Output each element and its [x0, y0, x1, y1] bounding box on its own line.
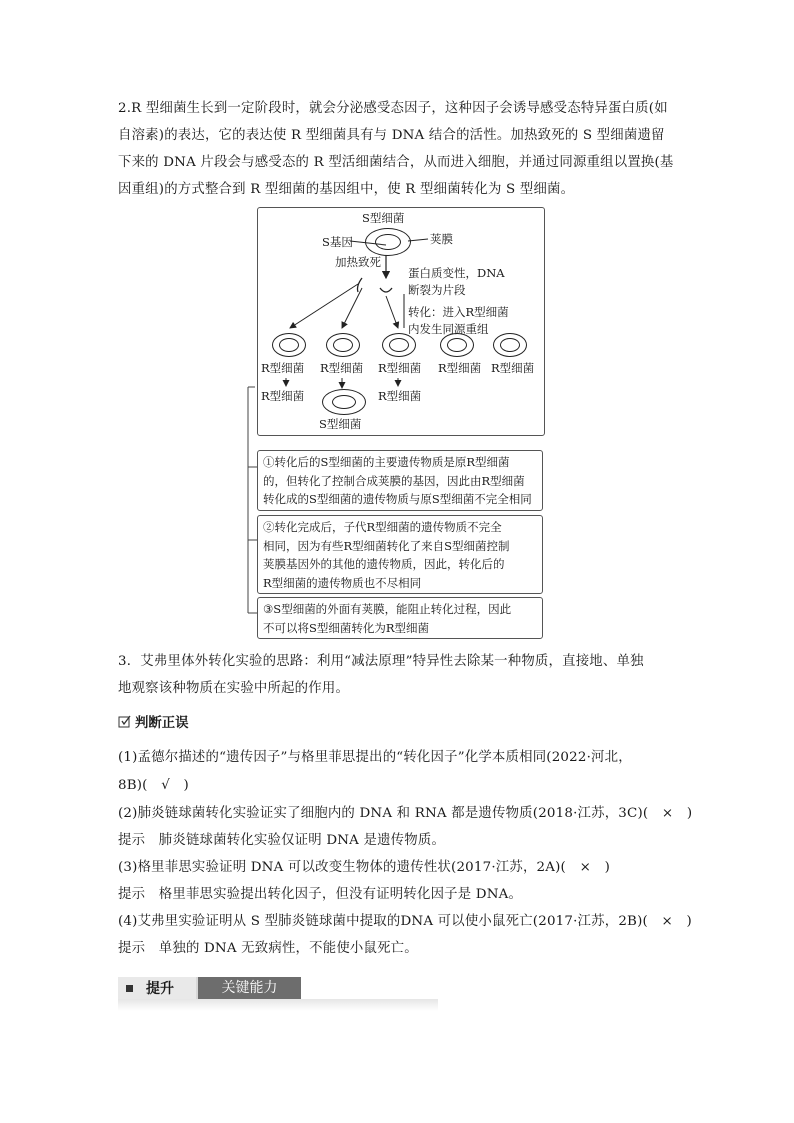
note-box-1 [257, 450, 543, 511]
r-cell-3-label: R型细菌 [378, 361, 422, 375]
section-label-primary: 提升 [146, 981, 174, 997]
transformation-diagram [257, 207, 545, 436]
item-1-line-1: (1)孟德尔描述的“遗传因子”与格里菲思提出的“转化因子”化学本质相同(2022·河北， [118, 750, 632, 765]
section-bar-shadow [118, 999, 438, 1011]
note-line: 转化成的S型细菌的遗传物质与原S型细菌不完全相同 [263, 492, 532, 506]
r-cell-1-inner [279, 338, 299, 352]
note-box-3 [257, 597, 543, 639]
note-line: 的，但转化了控制合成荚膜的基因，因此由R型细菌 [263, 473, 525, 488]
note-line: 相同，因为有些R型细菌转化了来自S型细菌控制 [263, 538, 510, 553]
r-cell-1-label: R型细菌 [261, 361, 305, 375]
s-cell-top-label: S型细菌 [362, 211, 405, 225]
r-cell-2-label: R型细菌 [320, 361, 364, 375]
note-line: ①转化后的S型细菌的主要遗传物质是原R型细菌 [263, 455, 510, 469]
r-cell-5-inner [500, 338, 520, 352]
s-gene-label: S基因 [322, 235, 353, 249]
item-2-hint: 提示 肺炎链球菌转化实验仅证明 DNA 是遗传物质。 [118, 833, 446, 848]
text-line: 自溶素)的表达，它的表达使 R 型细菌具有与 DNA 结合的活性。加热致死的 S 型细菌遗留 [118, 128, 665, 143]
item-3-hint: 提示 格里菲思实验提出转化因子，但没有证明转化因子是 DNA。 [118, 887, 523, 902]
r-offspring-label-2: R型细菌 [378, 389, 422, 403]
r-cell-3-inner [389, 338, 409, 352]
text-line: 2.R 型细菌生长到一定阶段时，就会分泌感受态因子，这种因子会诱导感受态特异蛋白质(如 [118, 101, 668, 116]
item-1-line-2: 8B)( √ ) [118, 778, 189, 793]
denature-label-1: 蛋白质变性，DNA [408, 266, 505, 280]
note-line: ③S型细菌的外面有荚膜，能阻止转化过程，因此 [263, 602, 512, 616]
r-offspring-label-1: R型细菌 [261, 389, 305, 403]
square-bullet-icon [126, 985, 133, 992]
note-box-2 [257, 515, 543, 594]
item-2: (2)肺炎链球菌转化实验证实了细胞内的 DNA 和 RNA 都是遗传物质(2018·江苏，3C)( × ) [118, 806, 693, 821]
text-line: 地观察该种物质在实验中所起的作用。 [118, 681, 350, 696]
note-line: R型细菌的遗传物质也不尽相同 [263, 575, 422, 590]
note-line: 不可以将S型细菌转化为R型细菌 [263, 620, 430, 635]
note-line: ②转化完成后，子代R型细菌的遗传物质不完全 [263, 520, 502, 534]
capsule-label: 荚膜 [430, 232, 453, 246]
s-offspring-label: S型细菌 [319, 417, 362, 431]
r-cell-5-label: R型细菌 [491, 361, 535, 375]
text-line: 因重组)的方式整合到 R 型细菌的基因组中，使 R 型细菌转化为 S 型细菌。 [118, 182, 575, 197]
r-cell-4-label: R型细菌 [438, 361, 482, 375]
heat-kill-label: 加热致死 [335, 255, 381, 269]
denature-label-2: 断裂为片段 [408, 283, 466, 297]
r-cell-2-inner [333, 338, 353, 352]
note-line: 荚膜基因外的其他的遗传物质，因此，转化后的 [263, 557, 505, 571]
section-label-secondary: 关键能力 [198, 977, 301, 999]
judge-heading [118, 712, 189, 731]
r-cell-4-inner [447, 338, 467, 352]
transform-label-2: 内发生同源重组 [408, 322, 489, 336]
item-4-hint: 提示 单独的 DNA 无致病性，不能使小鼠死亡。 [118, 941, 418, 956]
judge-title: 判断正误 [135, 716, 189, 731]
transform-label-1: 转化：进入R型细菌 [408, 305, 509, 319]
section-bar [118, 977, 301, 999]
edit-check-icon [118, 715, 131, 728]
text-line: 下来的 DNA 片段会与感受态的 R 型活细菌结合，从而进入细胞，并通过同源重组以置换(基 [118, 155, 674, 170]
item-3: (3)格里菲思实验证明 DNA 可以改变生物体的遗传性状(2017·江苏，2A)( × ) [118, 860, 611, 875]
text-line: 3．艾弗里体外转化实验的思路：利用“减法原理”特异性去除某一种物质，直接地、单独 [118, 654, 644, 669]
item-4: (4)艾弗里实验证明从 S 型肺炎链球菌中提取的DNA 可以使小鼠死亡(2017·江苏，2B)( × ) [118, 914, 692, 929]
s-offspring-inner [332, 395, 356, 409]
